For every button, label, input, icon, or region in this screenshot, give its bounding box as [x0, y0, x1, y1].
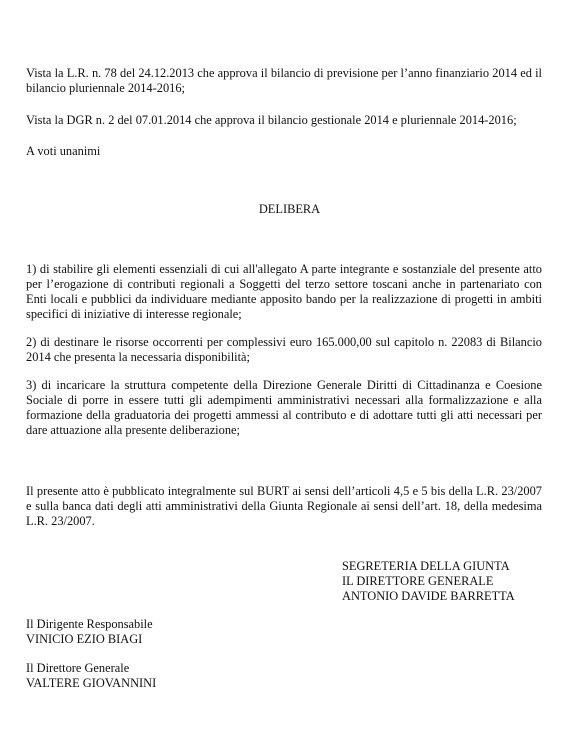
signature-line-segreteria: SEGRETERIA DELLA GIUNTA: [342, 559, 510, 573]
dirigente-name: VINICIO EZIO BIAGI: [26, 632, 143, 646]
dirigente-role: Il Dirigente Responsabile: [26, 617, 153, 631]
paragraph-voti: A voti unanimi: [26, 144, 101, 158]
direttore-block: [26, 661, 326, 691]
deliberation-point-2: 2) di destinare le risorse occorrenti per complessivi euro 165.000,00 sul capitolo n. 22083 di Bilancio 2014 che presenta la necessaria disponibilità;: [26, 335, 542, 364]
paragraph-vista-dgr: Vista la DGR n. 2 del 07.01.2014 che approva il bilancio gestionale 2014 e pluriennale 2014-2016;: [26, 113, 517, 127]
delibera-heading: DELIBERA: [258, 202, 321, 216]
deliberation-point-1: 1) di stabilire gli elementi essenziali di cui all'allegato A parte integrante e sostanziale del presente atto per l’erogazione di contributi regionali a Soggetti del terzo settore toscani anche in partenariato con Enti locali e pubblici da individuare mediante apposito bando per la realizzazione di progetti in ambiti specifici di iniziative di interesse regionale;: [26, 262, 542, 321]
signature-line-title: IL DIRETTORE GENERALE: [342, 574, 494, 588]
deliberation-point-3: 3) di incaricare la struttura competente della Direzione Generale Diritti di Cittadinanza e Coesione Sociale di porre in essere tutti gli adempimenti amministrativi necessari alla formalizzazione e alla formazione della graduatoria dei progetti ammessi al contributo e di adottare tutti gli atti necessari per dare attuazione alla presente deliberazione;: [26, 378, 542, 437]
dirigente-block: [26, 617, 326, 647]
direttore-role: Il Direttore Generale: [26, 661, 130, 675]
publication-paragraph: Il presente atto è pubblicato integralmente sul BURT ai sensi dell’articoli 4,5 e 5 bis della L.R. 23/2007 e sulla banca dati degli atti amministrativi della Giunta Regionale ai sensi dell’art. 18, della medesima L.R. 23/2007.: [26, 484, 542, 528]
signature-block: [342, 559, 562, 604]
signature-line-name: ANTONIO DAVIDE BARRETTA: [342, 589, 515, 603]
paragraph-vista-lr: Vista la L.R. n. 78 del 24.12.2013 che approva il bilancio di previsione per l’anno finanziario 2014 ed il bilancio pluriennale 2014-2016;: [26, 66, 542, 95]
direttore-name: VALTERE GIOVANNINI: [26, 676, 157, 690]
